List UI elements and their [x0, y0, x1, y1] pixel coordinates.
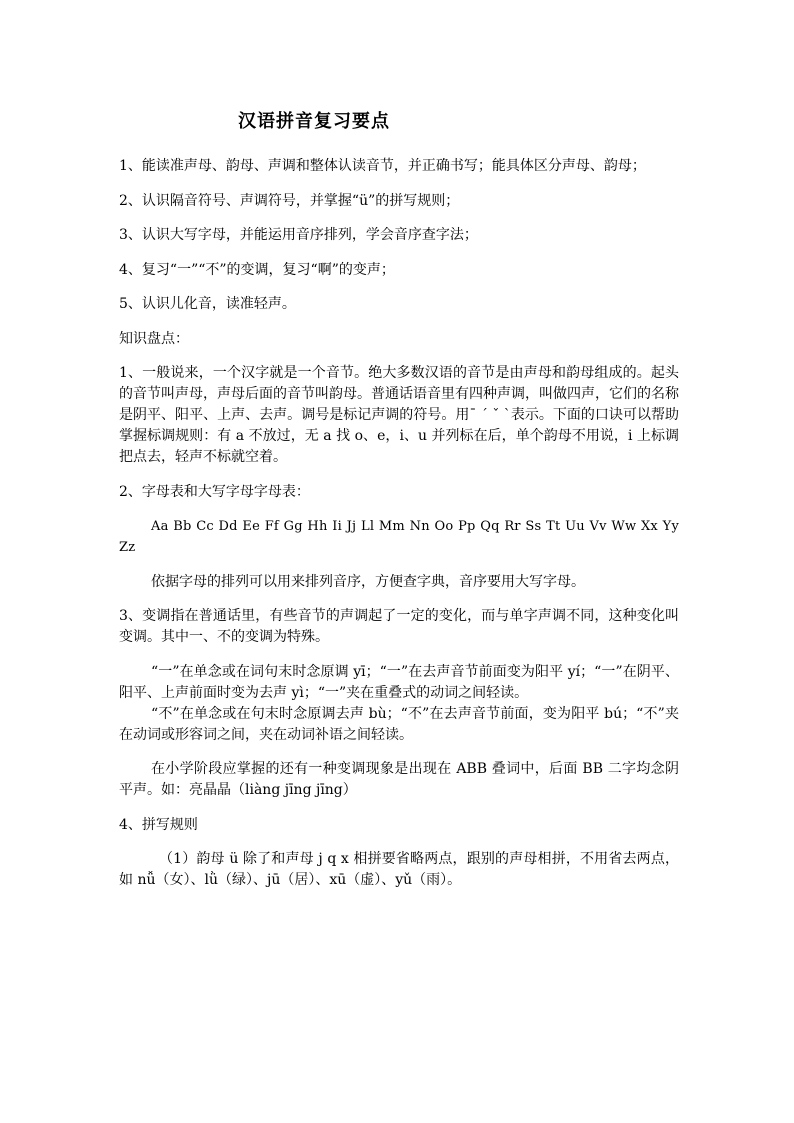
- section-2-heading: 2、字母表和大写字母字母表：: [119, 483, 310, 500]
- section-4-heading: 4、拼写规则: [119, 816, 198, 833]
- goal-2: 2、认识隔音符号、声调符号，并掌握“ü”的拼写规则；: [119, 192, 460, 209]
- goal-4: 4、复习“一”“不”的变调，复习“啊”的变声；: [119, 261, 395, 278]
- section-1-paragraph: 1、一般说来，一个汉字就是一个音节。绝大多数汉语的音节是由声母和韵母组成的。起头的音节叫声母，声母后面的音节叫韵母。普通话语音里有四种声调，叫做四声，它们的名称是阴平、阳平、上声、去声。调号是标记声调的符号。用ˉ ˊ ˇ ˋ表示。下面的口诀可以帮助掌握标调规则：有 a 不放过，无 a 找 o、e，i、u 并列标在后，单个韵母不用说，i 上标调把点去，轻声不标就空着。: [119, 365, 679, 465]
- abb-tone-rule: 在小学阶段应掌握的还有一种变调现象是出现在 ABB 叠词中，后面 BB 二字均念阴平声。如：亮晶晶（liàng jīng jīng）: [119, 761, 679, 798]
- alphabet-table: Aa Bb Cc Dd Ee Ff Gg Hh Ii Jj Ll Mm Nn Oo Pp Qq Rr Ss Tt Uu Vv Ww Xx Yy Zz: [119, 519, 679, 555]
- bu-tone-rule: “不”在单念或在句末时念原调去声 bù；“不”在去声音节前面，变为阳平 bú；“不”夹在动词或形容词之间，夹在动词补语之间轻读。: [119, 705, 679, 743]
- document-title: 汉语拼音复习要点: [238, 111, 390, 132]
- section-3-paragraph: 3、变调指在普通话里，有些音节的声调起了一定的变化，而与单字声调不同，这种变化叫变调。其中一、不的变调为特殊。: [119, 608, 679, 645]
- spelling-rule-1: （1）韵母 ü 除了和声母 j q x 相拼要省略两点，跟别的声母相拼，不用省去两点，如 nǚ（女）、lǜ（绿）、jū（居）、xū（虚）、yǔ（雨）。: [119, 851, 679, 888]
- document-body: [119, 156, 679, 905]
- alphabet-note: 依据字母的排列可以用来排列音序，方便查字典，音序要用大写字母。: [151, 573, 585, 590]
- goal-1: 1、能读准声母、韵母、声调和整体认读音节，并正确书写；能具体区分声母、韵母；: [119, 158, 646, 174]
- knowledge-heading: 知识盘点：: [119, 330, 189, 347]
- goal-5: 5、认识儿化音，读准轻声。: [119, 296, 296, 312]
- yi-tone-rule: “一”在单念或在词句末时念原调 yī；“一”在去声音节前面变为阳平 yí；“一”在阴平、阳平、上声前面时变为去声 yì；“一”夹在重叠式的动词之间轻读。: [119, 663, 679, 701]
- goal-3: 3、认识大写字母，并能运用音序排列，学会音序查字法；: [119, 227, 478, 243]
